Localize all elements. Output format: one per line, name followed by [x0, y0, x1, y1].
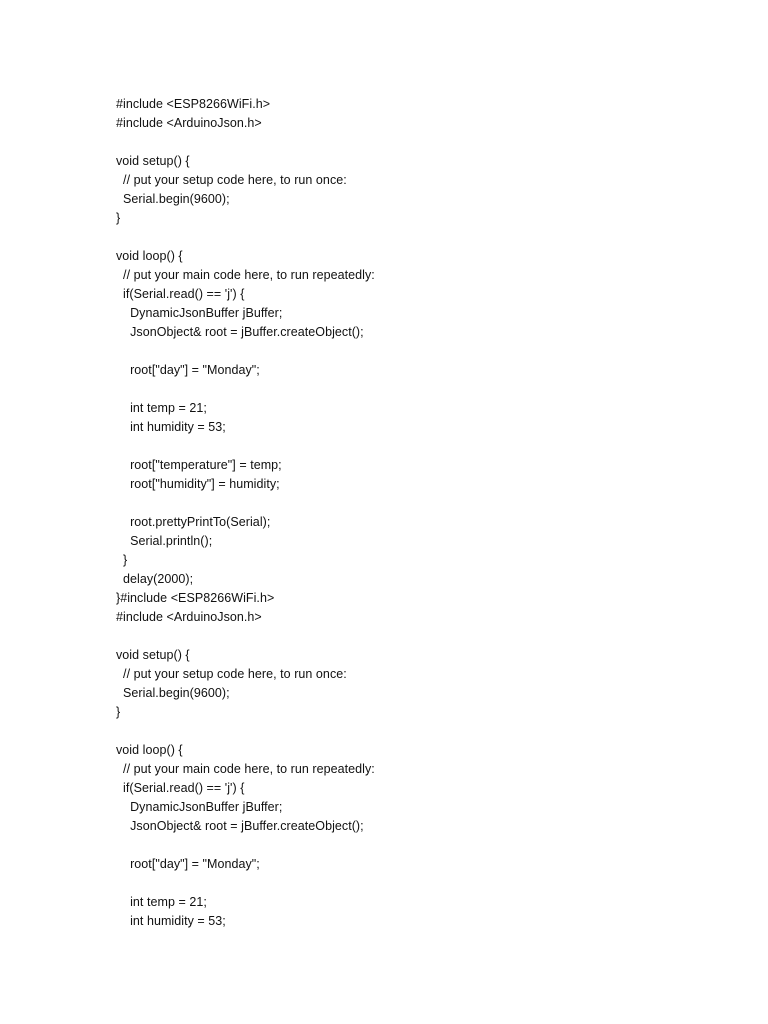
code-line: Serial.println();: [116, 534, 213, 548]
code-line: [116, 342, 375, 361]
code-line: int humidity = 53;: [116, 420, 226, 434]
code-line: if(Serial.read() == 'j') {: [116, 781, 245, 795]
code-line: void loop() {: [116, 743, 183, 757]
code-line: }: [116, 211, 121, 225]
code-line: // put your setup code here, to run once:: [116, 173, 347, 187]
code-line: // put your main code here, to run repeatedly:: [116, 268, 375, 282]
code-line: [116, 133, 375, 152]
code-line: JsonObject& root = jBuffer.createObject();: [116, 819, 364, 833]
code-line: [116, 836, 375, 855]
code-line: void setup() {: [116, 154, 190, 168]
code-line: // put your main code here, to run repeatedly:: [116, 762, 375, 776]
code-line: }: [116, 705, 121, 719]
code-line: [116, 722, 375, 741]
code-line: root.prettyPrintTo(Serial);: [116, 515, 271, 529]
code-line: #include <ArduinoJson.h>: [116, 116, 262, 130]
code-line: // put your setup code here, to run once:: [116, 667, 347, 681]
code-line: root["humidity"] = humidity;: [116, 477, 280, 491]
code-line: if(Serial.read() == 'j') {: [116, 287, 245, 301]
code-line: [116, 494, 375, 513]
code-line: [116, 228, 375, 247]
code-line: [116, 627, 375, 646]
code-line: void setup() {: [116, 648, 190, 662]
code-line: void loop() {: [116, 249, 183, 263]
code-line: [116, 437, 375, 456]
code-line: DynamicJsonBuffer jBuffer;: [116, 800, 283, 814]
code-line: DynamicJsonBuffer jBuffer;: [116, 306, 283, 320]
code-line: root["day"] = "Monday";: [116, 857, 260, 871]
code-line: #include <ESP8266WiFi.h>: [116, 97, 271, 111]
code-block: [116, 95, 375, 931]
code-line: JsonObject& root = jBuffer.createObject();: [116, 325, 364, 339]
code-line: }#include <ESP8266WiFi.h>: [116, 591, 275, 605]
code-line: int temp = 21;: [116, 401, 207, 415]
code-line: root["temperature"] = temp;: [116, 458, 282, 472]
code-line: Serial.begin(9600);: [116, 686, 230, 700]
code-line: [116, 874, 375, 893]
code-line: [116, 380, 375, 399]
code-line: #include <ArduinoJson.h>: [116, 610, 262, 624]
code-line: Serial.begin(9600);: [116, 192, 230, 206]
code-line: int temp = 21;: [116, 895, 207, 909]
code-line: }: [116, 553, 128, 567]
code-line: root["day"] = "Monday";: [116, 363, 260, 377]
code-line: delay(2000);: [116, 572, 194, 586]
code-line: int humidity = 53;: [116, 914, 226, 928]
